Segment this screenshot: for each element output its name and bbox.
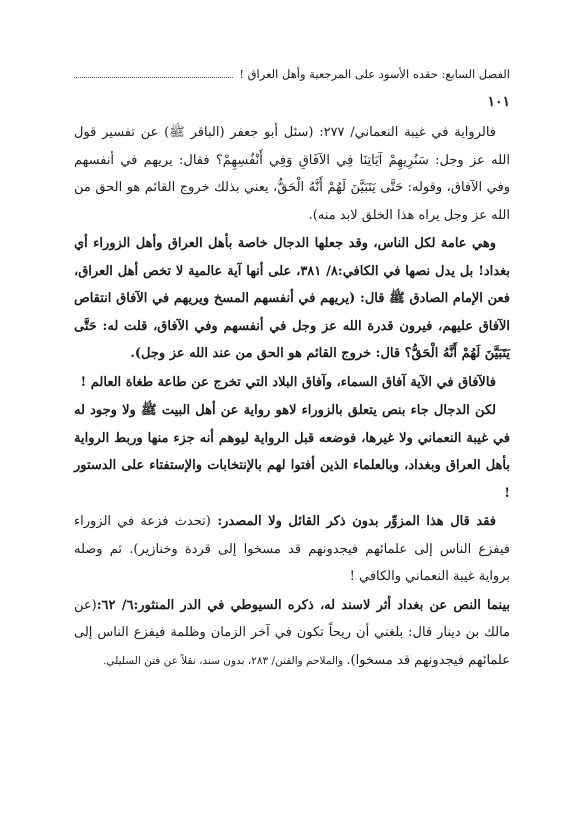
paragraph: فالرواية في غيبة النعماني/ ٢٧٧: (سئل أبو جعفر (الباقر ﷺ) عن تفسير قول الله عز وجل: سَنُرِيهِمْ آيَاتِنَا فِي الآفَاقِ وَفِي أَنْفُسِهِمْ؟ فقال: يريهم في أنفسهم وفي الآفاق، وقوله: حَتَّى يَتَبَيَّنَ لَهُمْ أَنَّهُ الْحَقُّ، يعني بذلك خروج القائم هو الحق من الله عز وجل يراه هذا الخلق لابد منه).: [74, 125, 510, 223]
page-number: ١٠١: [487, 94, 510, 110]
quotation: (تحدث فزعة في الزوراء فيفزع الناس إلى علمائهم فيجدونهم قد مسخوا إلى قردة وخنازير). ثم وصله برواية غيبة النعماني والكافي !: [74, 514, 510, 584]
header-dotted-leader: [74, 77, 233, 78]
paragraph: لكن الدجال جاء بنص يتعلق بالزوراء لاهو رواية عن أهل البيت ﷺ ولا وجود له في غيبة النعماني ولا غيرها، فوضعه قبل الرواية ليوهم أنه جزء منها وربط الرواية بأهل العراق وبغداد، وبالعلماء الذين أفتوا لهم بالإنتخابات والإستفتاء على الدستور !: [74, 403, 510, 501]
quotation: (عن مالك بن دينار قال: بلغني أن ريحاً تكون في آخر الزمان وظلمة فيفزع الناس إلى علمائهم فيجدونهم قد مسخوا).: [74, 597, 510, 668]
paragraph-lead: فقد قال هذا المزوِّر بدون ذكر القائل ولا المصدر:: [210, 514, 496, 529]
running-header: [74, 60, 510, 82]
source-citation: والملاحم والفتن/ ٢٨٣، بدون سند، نقلاً عن فتن السليلي.: [103, 654, 347, 667]
paragraph: [74, 508, 510, 591]
chapter-title: الفصل السابع: حقده الأسود على المرجعية وأهل العراق !: [239, 67, 510, 81]
paragraph: [74, 592, 510, 676]
paragraph: فالآفاق في الآية آفاق السماء، وآفاق البلاد التي تخرج عن طاعة طغاة العالم !: [80, 374, 496, 390]
paragraph-lead: بينما النص عن بغداد أثر لاسند له، ذكره السيوطي في الدر المنثور:٦/ ٦٢:: [96, 597, 510, 613]
paragraph: وهي عامة لكل الناس، وقد جعلها الدجال خاصة بأهل العراق وأهل الزوراء أي بغداد! بل يدل نصها في الكافي:٨/ ٣٨١، على أنها آية عالمية لا تخص أهل العراق، فعن الإمام الصادق ﷺ قال: (يريهم في أنفسهم المسخ ويريهم في الآفاق انتقاص الآفاق عليهم، فيرون قدرة الله عز وجل في أنفسهم وفي الآفاق، قلت له: حَتَّى يَتَبَيَّنَ لَهُمْ أَنَّهُ الْحَقُّ؟ قال: خروج القائم هو الحق من عند الله عز وجل).: [74, 236, 511, 361]
body-text: [74, 119, 510, 676]
